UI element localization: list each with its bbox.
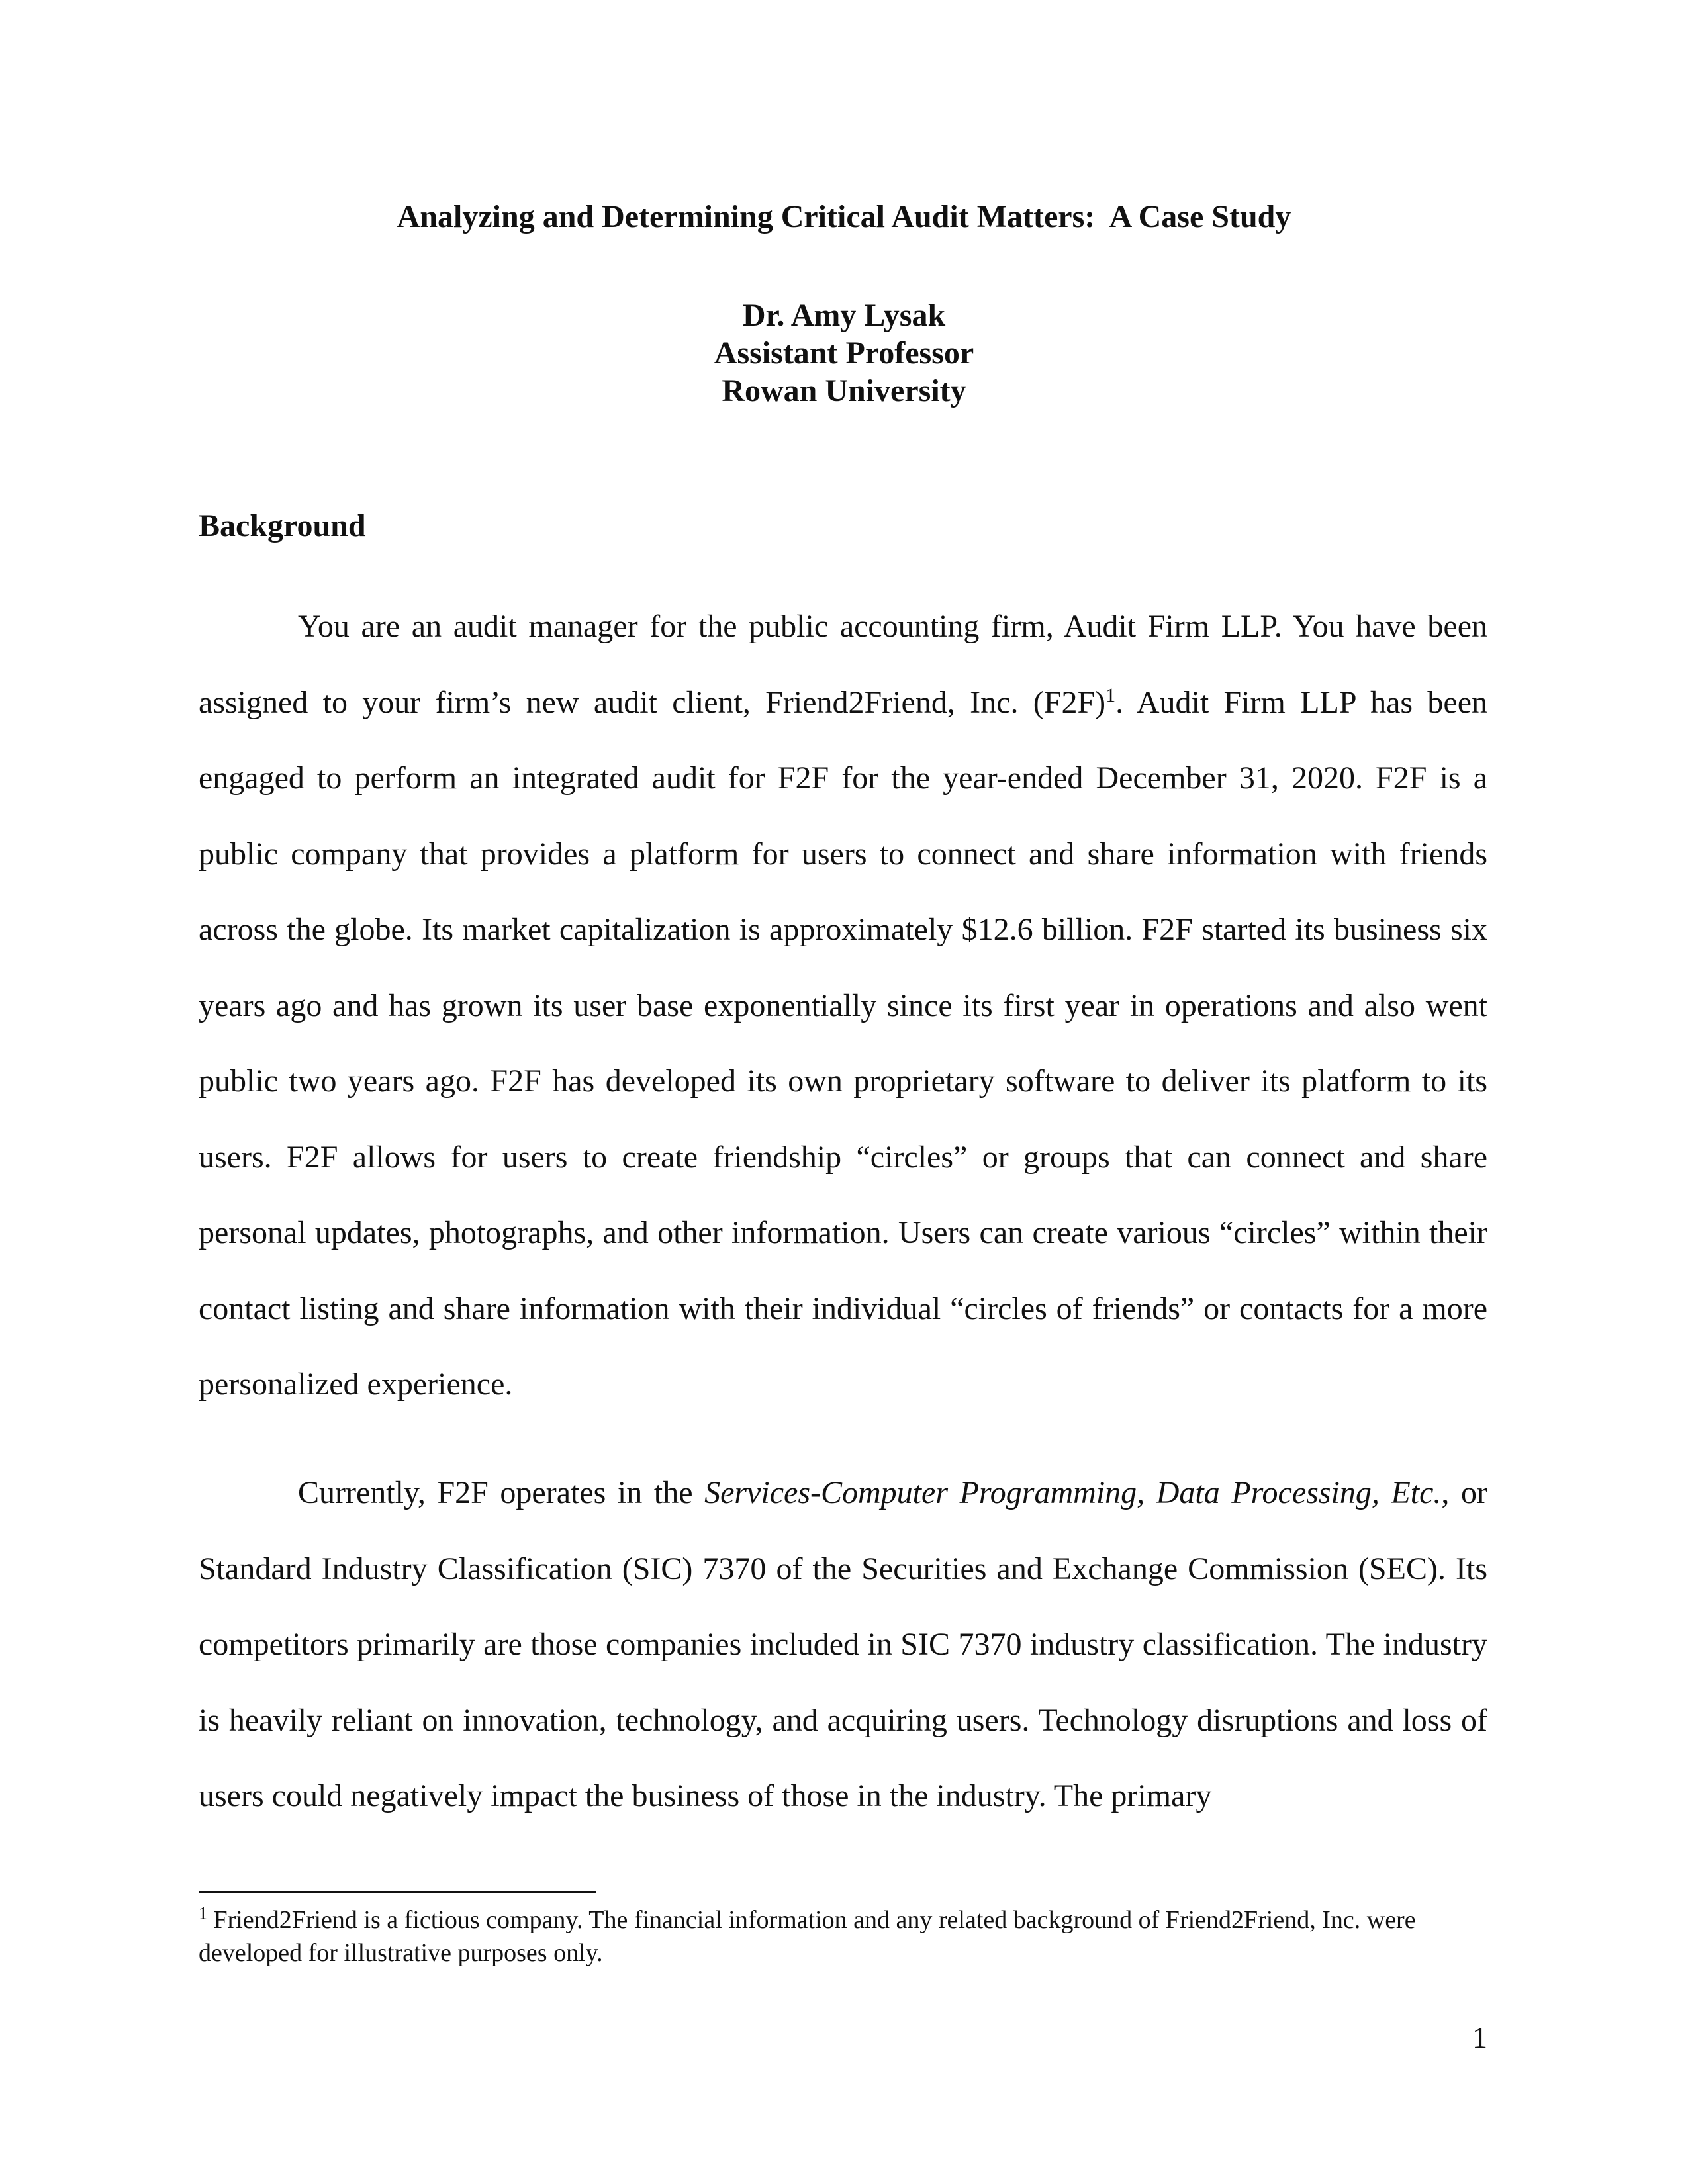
body-paragraph-1 [199,589,1487,1423]
footnote-marker: 1 [199,1903,207,1923]
footnote [199,1903,1487,1970]
paragraph-1-text-a: You are an audit manager for the public accounting firm, Audit Firm LLP. You have been assigned to your firm’s new audit client, Friend2Friend, Inc. (F2F) [199,609,1487,720]
paragraph-2-text-b: , or Standard Industry Classification (SIC) 7370 of the Securities and Exchange Commission (SEC). Its competitors primarily are those companies included in SIC 7370 industry classification. The industry is heavily reliant on innovation, technology, and acquiring users. Technology disruptions and loss of users could negatively impact the business of those in the industry. The primary [199,1475,1487,1813]
author-block [0,296,1688,410]
industry-name-italic: Services-Computer Programming, Data Processing, Etc. [704,1475,1442,1510]
document-title: Analyzing and Determining Critical Audit Matters: A Case Study [397,199,1291,234]
footnote-reference: 1 [1105,684,1116,706]
footnote-divider [199,1891,596,1893]
page-number: 1 [1472,2021,1487,2054]
section-heading: Background [199,508,366,543]
body-paragraph-2 [199,1455,1487,1835]
author-institution: Rowan University [722,373,966,408]
paragraph-1-text-b: . Audit Firm LLP has been engaged to perform an integrated audit for F2F for the year-ended December 31, 2020. F2F is a public company that provides a platform for users to connect and share information with friends across the globe. Its market capitalization is approximately $12.6 billion. F2F started its business six years ago and has grown its user base exponentially since its first year in operations and also went public two years ago. F2F has developed its own proprietary software to deliver its platform to its users. F2F allows for users to create friendship “circles” or groups that can connect and share personal updates, photographs, and other information. Users can create various “circles” within their contact listing and share information with their individual “circles of friends” or contacts for a more personalized experience. [199,684,1487,1402]
paragraph-2-text-a: Currently, F2F operates in the [298,1475,705,1510]
author-name: Dr. Amy Lysak [742,298,946,333]
author-position: Assistant Professor [714,336,974,371]
footnote-text: Friend2Friend is a fictious company. The financial information and any related background of Friend2Friend, Inc. were developed for illustrative purposes only. [199,1906,1416,1967]
